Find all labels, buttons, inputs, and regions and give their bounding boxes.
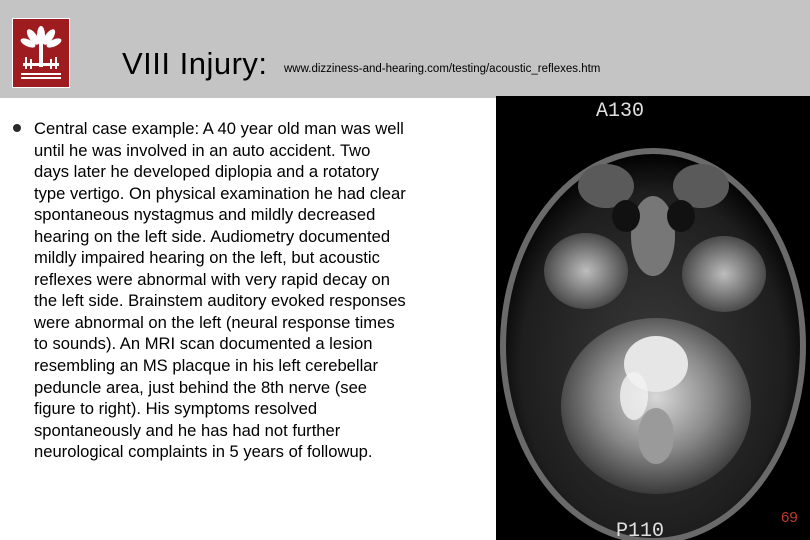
text-line: spontaneously and he has had not further bbox=[34, 420, 341, 440]
text-line: to sounds). An MRI scan documented a lesion bbox=[34, 334, 373, 354]
university-logo bbox=[12, 18, 70, 88]
palmetto-tree-icon bbox=[13, 19, 69, 87]
text-line: mildly impaired hearing on the left, but acoustic bbox=[34, 248, 380, 268]
text-line: the left side. Brainstem auditory evoked responses bbox=[34, 291, 406, 311]
text-line: figure to right). His symptoms resolved bbox=[34, 399, 318, 419]
text-line: peduncle area, just behind the 8th nerve (see bbox=[34, 377, 368, 397]
mri-bottom-label: P110 bbox=[616, 520, 665, 540]
text-line: type vertigo. On physical examination he had clear bbox=[34, 183, 406, 203]
text-line: spontaneous nystagmus and mildly decreased bbox=[34, 205, 376, 225]
text-line: reflexes were abnormal with very rapid decay on bbox=[34, 269, 391, 289]
text-line: hearing on the left side. Audiometry documented bbox=[34, 226, 391, 246]
text-line: neurological complaints in 5 years of followup. bbox=[34, 442, 373, 462]
case-description bbox=[34, 118, 494, 463]
slide-header bbox=[0, 0, 810, 98]
text-line: until he was involved in an auto accident. Two bbox=[34, 140, 371, 160]
text-line: were abnormal on the left (neural response times bbox=[34, 312, 395, 332]
text-line: days later he developed diplopia and a rotatory bbox=[34, 162, 380, 182]
bullet-point-icon bbox=[13, 124, 21, 132]
mri-scan-image bbox=[496, 96, 810, 540]
slide-number: 69 bbox=[781, 509, 798, 526]
text-line: Central case example: A 40 year old man was well bbox=[34, 119, 404, 138]
text-line: resembling an MS placque in his left cerebellar bbox=[34, 356, 379, 376]
mri-top-label: A130 bbox=[596, 100, 645, 123]
source-url: www.dizziness-and-hearing.com/testing/acoustic_reflexes.htm bbox=[284, 63, 601, 75]
mri-brain-scan bbox=[496, 96, 810, 540]
slide-title: VIII Injury: bbox=[122, 46, 268, 81]
